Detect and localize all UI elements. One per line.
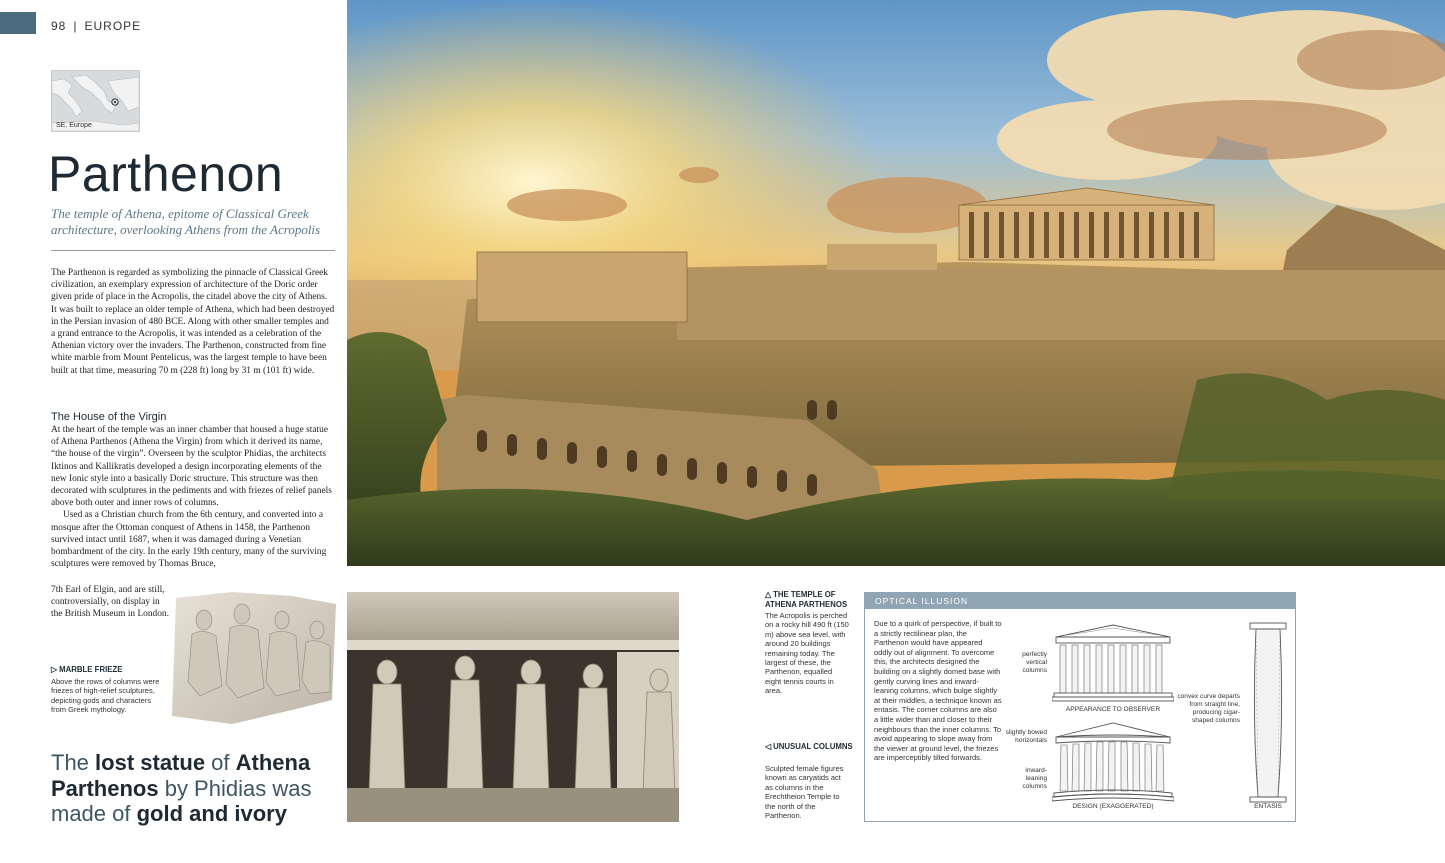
body-virgin-text: At the heart of the temple was an inner chamber that housed a huge statue of Athena Parthenos (Athena the Virgin) from which it derived its name, “the house of the virgin”. Overseen by the sculptor Phidias, the architects Iktinos and Kallikratis developed a design incorporating elements of the new Ionic style into a basically Doric structure. This structure was then decorated with sculptures in the pediments and with friezes of relief panels above both outer and inner rows of columns. <box>51 425 332 509</box>
page-header <box>51 19 141 33</box>
quote-text-1: The <box>51 750 96 775</box>
optical-illusion-heading: OPTICAL ILLUSION <box>865 593 1295 609</box>
quote-bold-2: Athena Parthenos <box>51 750 311 801</box>
quote-text-3: by Phidias was made of <box>51 775 312 826</box>
body-intro: The Parthenon is regarded as symbolizing the pinnacle of Classical Greek civilization, an exemplary expression of architecture of the Doric order given pride of place in the Acropolis, the citadel above the city of Athens. It was built to replace an older temple of Athena, which had been destroyed in the Persian invasion of 480 BCE. Along with other smaller temples and a grand entrance to the Acropolis, it was intended as a celebration of the Athenian victory over the invaders. The Parthenon, constructed from fine white marble from Mount Pentelicus, was the largest temple to have been built at that time, measuring 70 m (228 ft) long by 31 m (101 ft) wide. <box>51 268 335 376</box>
temple-design-diagram <box>1052 721 1174 803</box>
optical-illusion-text: Due to a quirk of perspective, if built to a strictly rectilinear plan, the Parthenon would have appeared oddly out of alignment. To overcome this, the architects designed the building on a slightly domed base with gently curving lines and inward-leaning columns, which bulge slightly at their middles, a technique known as entasis. The corner columns are also a little wider than and closer to their neighbours than the inner columns. To avoid appearing to slope away from the viewer at ground level, the friezes are imperceptibly tilted forwards. <box>874 619 1002 763</box>
body-church-continued: 7th Earl of Elgin, and are still, controversially, on display in the British Museum in London. <box>51 585 169 620</box>
label-design-exaggerated: DESIGN (EXAGGERATED) <box>1072 803 1154 810</box>
page-title: Parthenon <box>48 146 284 202</box>
optical-illusion-panel <box>864 592 1296 822</box>
acropolis-sunset-photo <box>347 0 1445 566</box>
map-label: SE. Europe <box>56 122 92 129</box>
page-subtitle: The temple of Athena, epitome of Classical Greek architecture, overlooking Athens from the Acropolis <box>51 206 321 237</box>
temple-caption-heading: △ THE TEMPLE OF ATHENA PARTHENOS <box>765 590 848 609</box>
pull-quote <box>51 750 341 827</box>
body-virgin <box>51 424 335 570</box>
quote-bold-3: gold and ivory <box>136 801 287 826</box>
caryatids-photo <box>347 592 679 822</box>
section-tab <box>0 12 36 34</box>
marble-frieze-photo <box>172 590 337 724</box>
label-leaning-columns: inward-leaning columns <box>1022 767 1047 790</box>
section-name: EUROPE <box>84 19 142 33</box>
temple-caption-text: The Acropolis is perched on a rocky hill 490 ft (150 m) above sea level, with around 20 buildings remaining today. The largest of these, the Parthenon, equalled eight tennis courts in area. <box>765 611 849 696</box>
frieze-caption-heading: ▷ MARBLE FRIEZE <box>51 665 123 674</box>
label-bowed-horizontals: slightly bowed horizontals <box>1005 729 1047 744</box>
entasis-column-diagram <box>1248 621 1288 803</box>
header-separator: | <box>73 19 78 33</box>
body-church-text: Used as a Christian church from the 6th century, and converted into a mosque after the Ottoman conquest of Athens in 1458, the Parthenon survived intact until 1687, when it was damaged during a Venetian bombardment of the city. In the early 19th century, many of the surviving sculptures were removed by Thomas Bruce, <box>51 510 327 570</box>
label-convex-curve: convex curve departs from straight line, producing cigar-shaped columns <box>1177 693 1240 724</box>
label-vertical-columns: perfectly vertical columns <box>1022 651 1047 674</box>
page-number: 98 <box>51 19 67 33</box>
columns-caption-heading: ◁ UNUSUAL COLUMNS <box>765 742 853 751</box>
section-heading: The House of the Virgin <box>51 411 167 423</box>
quote-bold-1: lost statue <box>95 750 206 775</box>
quote-text-2: of <box>205 750 236 775</box>
columns-caption-text: Sculpted female figures known as caryatids act as columns in the Erechtheion Temple to the north of the Parthenon. <box>765 764 844 821</box>
frieze-caption-text: Above the rows of columns were friezes of high-relief sculptures, depicting gods and characters from Greek mythology. <box>51 677 160 715</box>
locator-map <box>51 70 140 132</box>
label-entasis: ENTASIS <box>1254 803 1282 810</box>
temple-observer-diagram <box>1052 623 1174 705</box>
label-appearance-observer: APPEARANCE TO OBSERVER <box>1065 706 1161 713</box>
title-divider <box>51 250 335 251</box>
